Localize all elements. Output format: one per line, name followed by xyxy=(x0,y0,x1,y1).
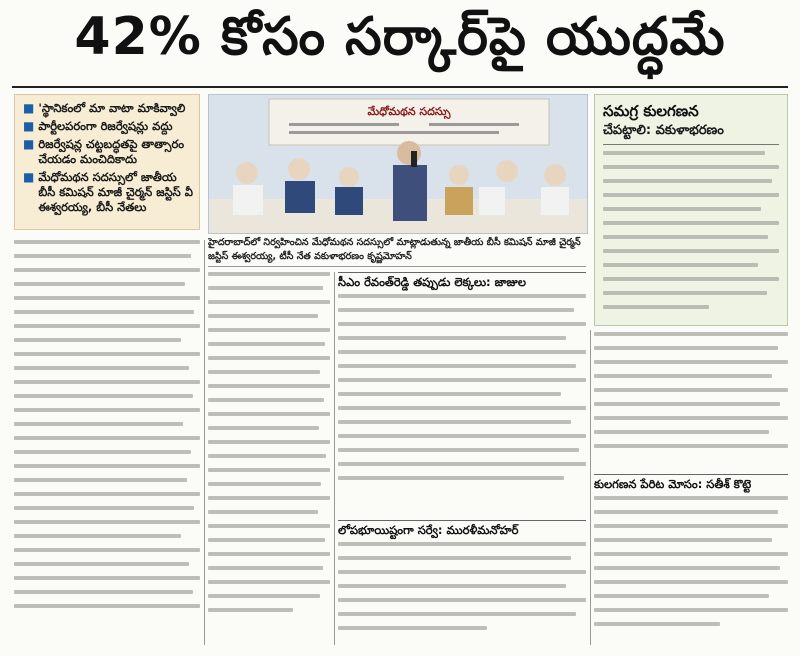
subhead-satish: కులగణన పేరిట మోసం: సతీశ్ కొట్టె xyxy=(594,474,788,494)
photo-illustration xyxy=(209,95,587,233)
highlight-item xyxy=(23,101,193,116)
bullet-dot-icon: ■ xyxy=(23,137,35,151)
photo-banner-text: మేధోమథన సదస్సు xyxy=(367,105,451,118)
center-column-body xyxy=(208,272,330,645)
highlight-text: రిజర్వేషన్ల చట్టబద్ధతపై తాత్సారం చేయడం మంచిదికాదు xyxy=(38,137,185,166)
news-photo xyxy=(208,94,588,234)
photo-caption: హైదరాబాద్‌లో నిర్వహించిన మేధోమథన సదస్సులో మాట్లాడుతున్న జాతీయ బీసీ కమిషన్ మాజీ చైర్మన్ జస్టిస్ ఈశ్వరయ్య, టీసీ నేత వకుళాభరణం కృష్ణమోహన్ xyxy=(208,236,586,267)
highlight-text: మేధోమథన సదస్సులో జాతీయ బీసీ కమిషన్ మాజీ చైర్మన్ జస్టిస్ వీ ఈశ్వరయ్య, బీసీ నేతలు xyxy=(38,170,193,214)
mid-lower-column-body xyxy=(338,542,586,645)
headline: 42% కోసం సర్కార్‌పై యుద్ధమే xyxy=(74,6,726,67)
highlights-box xyxy=(14,94,200,230)
highlight-item xyxy=(23,170,193,215)
right-lower-column-body xyxy=(594,496,788,645)
left-column-body xyxy=(14,240,200,645)
bullet-dot-icon: ■ xyxy=(23,119,35,133)
column-divider xyxy=(204,240,205,645)
headline-rule xyxy=(12,86,788,88)
right-column-body xyxy=(594,332,788,472)
column-divider xyxy=(334,272,335,645)
sidebar-title: సమగ్ర కులగణన xyxy=(603,102,699,120)
highlight-item xyxy=(23,119,193,134)
subhead-jajula: సీఎం రేవంత్‌రెడ్డి తప్పుడు లెక్కలు: జాజుల xyxy=(338,272,586,292)
sidebar-body xyxy=(603,151,779,309)
mid-right-column-body xyxy=(338,294,586,514)
bullet-dot-icon: ■ xyxy=(23,101,35,115)
sidebar-box xyxy=(594,94,788,326)
column-divider xyxy=(590,330,591,645)
subhead-muralimanohar: లోపభూయిష్టంగా సర్వే: మురళీమనోహర్ xyxy=(338,520,586,540)
sidebar-subtitle: చేపట్టాలి: వకుళాభరణం xyxy=(603,121,779,145)
highlight-item xyxy=(23,137,193,167)
highlight-text: 'స్థానికంలో మా వాటా మాకివ్వాలి xyxy=(38,101,186,115)
highlight-text: పార్టీలపరంగా రిజర్వేషన్లు వద్దు xyxy=(38,119,173,133)
bullet-dot-icon: ■ xyxy=(23,170,35,184)
